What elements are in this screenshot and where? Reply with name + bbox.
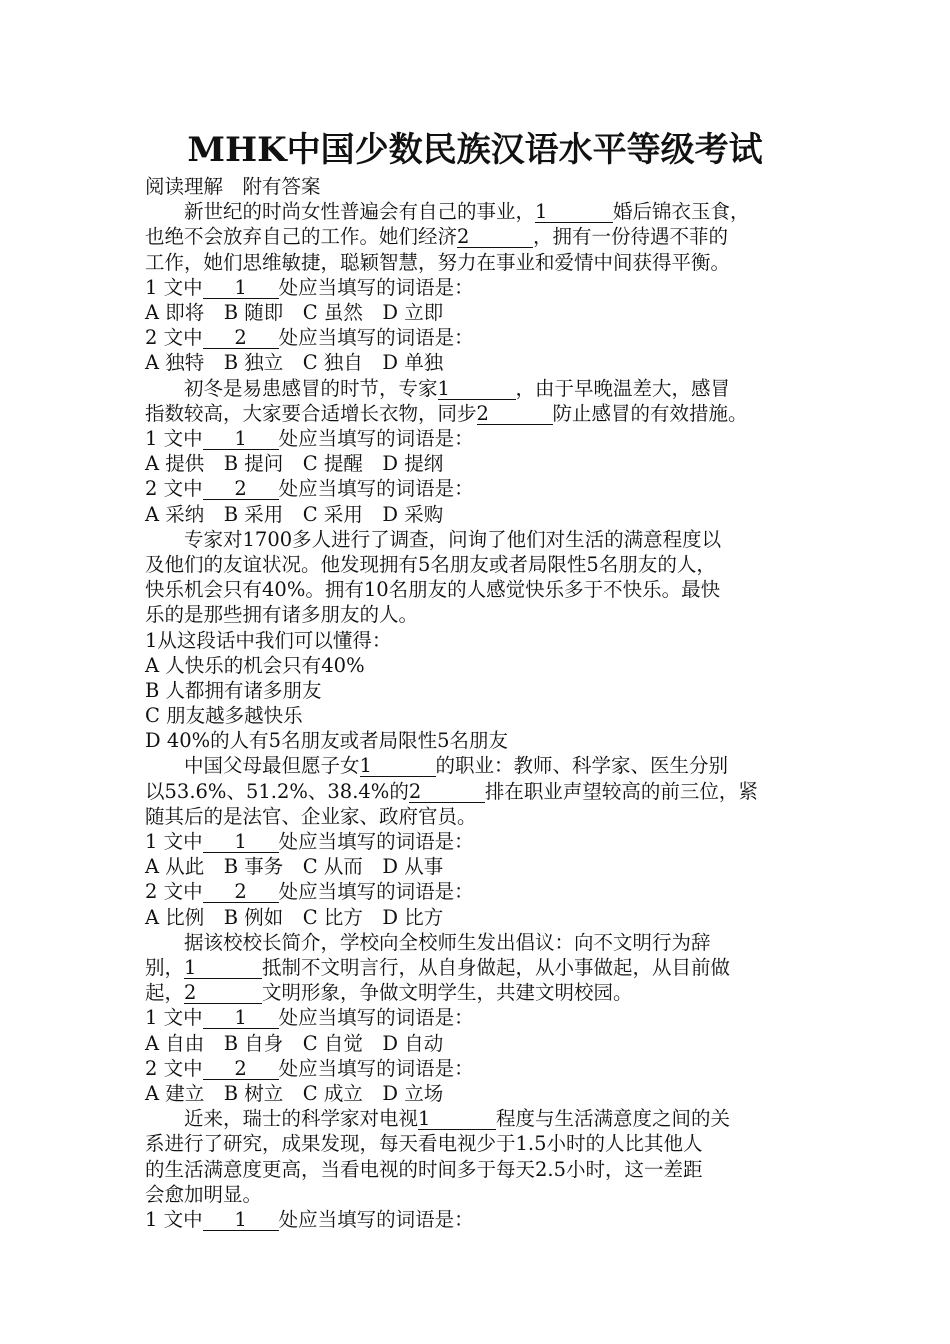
fill-blank: 1 — [203, 1210, 279, 1231]
passage-line: 专家对1700多人进行了调查，问询了他们对生活的满意程度以 — [184, 527, 722, 551]
question: 1从这段话中我们可以懂得： — [145, 628, 392, 652]
fill-blank: 1 — [535, 202, 613, 223]
passage-line: 快乐机会只有40%。拥有10名朋友的人感觉快乐多于不快乐。最快 — [145, 578, 721, 602]
passage-3 — [145, 527, 825, 628]
question: 2 文中 2 处应当填写的词语是： — [145, 326, 474, 350]
fill-blank: 2 — [184, 983, 262, 1004]
fill-blank: 2 — [477, 404, 553, 425]
fill-blank: 1 — [360, 756, 436, 777]
fill-blank: 2 — [457, 227, 533, 248]
fill-blank: 2 — [203, 328, 279, 349]
fill-blank: 2 — [203, 479, 279, 500]
passage-line: 别，1 抵制不文明言行，从自身做起，从小事做起，从目前做 — [145, 956, 731, 980]
passage-6 — [145, 1106, 825, 1207]
answer-options: A 采纳 B 采用 C 采用 D 采购 — [145, 502, 444, 526]
passage-line: 会愈加明显。 — [145, 1182, 263, 1206]
question: 1 文中 1 处应当填写的词语是： — [145, 830, 474, 854]
fill-blank: 1 — [438, 379, 516, 400]
fill-blank: 2 — [203, 1059, 279, 1080]
answer-option: A 人快乐的机会只有40% — [145, 653, 365, 677]
page-title: MHK中国少数民族汉语水平等级考试 — [187, 130, 763, 170]
fill-blank: 1 — [203, 429, 279, 450]
passage-line: 新世纪的时尚女性普遍会有自己的事业，1 婚后锦衣玉食， — [184, 200, 750, 224]
passage-line: 近来，瑞士的科学家对电视1 程度与生活满意度之间的关 — [184, 1107, 731, 1131]
passage-line: 以53.6%、51.2%、38.4%的2 排在职业声望较高的前三位，紧 — [145, 779, 758, 803]
passage-line: 随其后的是法官、企业家、政府官员。 — [145, 804, 477, 828]
passage-line: 起，2 文明形象，争做文明学生，共建文明校园。 — [145, 981, 633, 1005]
subtitle: 阅读理解 附有答案 — [145, 175, 321, 198]
question: 2 文中 2 处应当填写的词语是： — [145, 477, 474, 501]
passage-line: 及他们的友谊状况。他发现拥有5名朋友或者局限性5名朋友的人， — [145, 552, 716, 576]
passage-line: 工作，她们思维敏捷，聪颖智慧，努力在事业和爱情中间获得平衡。 — [145, 250, 731, 274]
fill-blank: 2 — [203, 882, 279, 903]
answer-option: B 人都拥有诸多朋友 — [145, 678, 322, 702]
question: 1 文中 1 处应当填写的词语是： — [145, 1006, 474, 1030]
answer-options: A 建立 B 树立 C 成立 D 立场 — [145, 1081, 444, 1105]
answer-options: A 独特 B 独立 C 独自 D 单独 — [145, 351, 444, 375]
answer-options: A 比例 B 例如 C 比方 D 比方 — [145, 905, 444, 929]
passage-line: 乐的是那些拥有诸多朋友的人。 — [145, 603, 419, 627]
answer-option: C 朋友越多越快乐 — [145, 704, 303, 728]
fill-blank: 1 — [203, 1008, 279, 1029]
document-body — [145, 174, 825, 1232]
passage-line: 系进行了研究，成果发现，每天看电视少于1.5小时的人比其他人 — [145, 1132, 703, 1156]
fill-blank: 1 — [184, 958, 262, 979]
question: 2 文中 2 处应当填写的词语是： — [145, 880, 474, 904]
passage-line: 的生活满意度更高，当看电视的时间多于每天2.5小时，这一差距 — [145, 1157, 703, 1181]
passage-line: 初冬是易患感冒的时节，专家1 ，由于早晚温差大，感冒 — [184, 376, 731, 400]
answer-options: A 提供 B 提问 C 提醒 D 提纲 — [145, 452, 444, 476]
answer-options: A 即将 B 随即 C 虽然 D 立即 — [145, 300, 444, 324]
fill-blank: 1 — [203, 832, 279, 853]
question: 2 文中 2 处应当填写的词语是： — [145, 1056, 474, 1080]
fill-blank: 1 — [203, 278, 279, 299]
passage-line: 也绝不会放弃自己的工作。她们经济2 ，拥有一份待遇不菲的 — [145, 225, 729, 249]
passage-2 — [145, 376, 825, 426]
fill-blank: 1 — [418, 1109, 496, 1130]
passage-line: 据该校校长简介，学校向全校师生发出倡议：向不文明行为辞 — [184, 930, 711, 954]
passage-5 — [145, 930, 825, 1006]
answer-options: A 自由 B 自身 C 自觉 D 自动 — [145, 1031, 444, 1055]
answer-options: A 从此 B 事务 C 从而 D 从事 — [145, 855, 444, 879]
answer-option: D 40%的人有5名朋友或者局限性5名朋友 — [145, 729, 508, 753]
passage-line: 中国父母最但愿子女1 的职业：教师、科学家、医生分别 — [184, 754, 729, 778]
question: 1 文中 1 处应当填写的词语是： — [145, 275, 474, 299]
passage-1 — [145, 199, 825, 275]
passage-line: 指数较高，大家要合适增长衣物，同步2 防止感冒的有效措施。 — [145, 401, 748, 425]
question: 1 文中 1 处应当填写的词语是： — [145, 426, 474, 450]
question: 1 文中 1 处应当填写的词语是： — [145, 1207, 474, 1231]
passage-4 — [145, 753, 825, 829]
fill-blank: 2 — [409, 782, 485, 803]
